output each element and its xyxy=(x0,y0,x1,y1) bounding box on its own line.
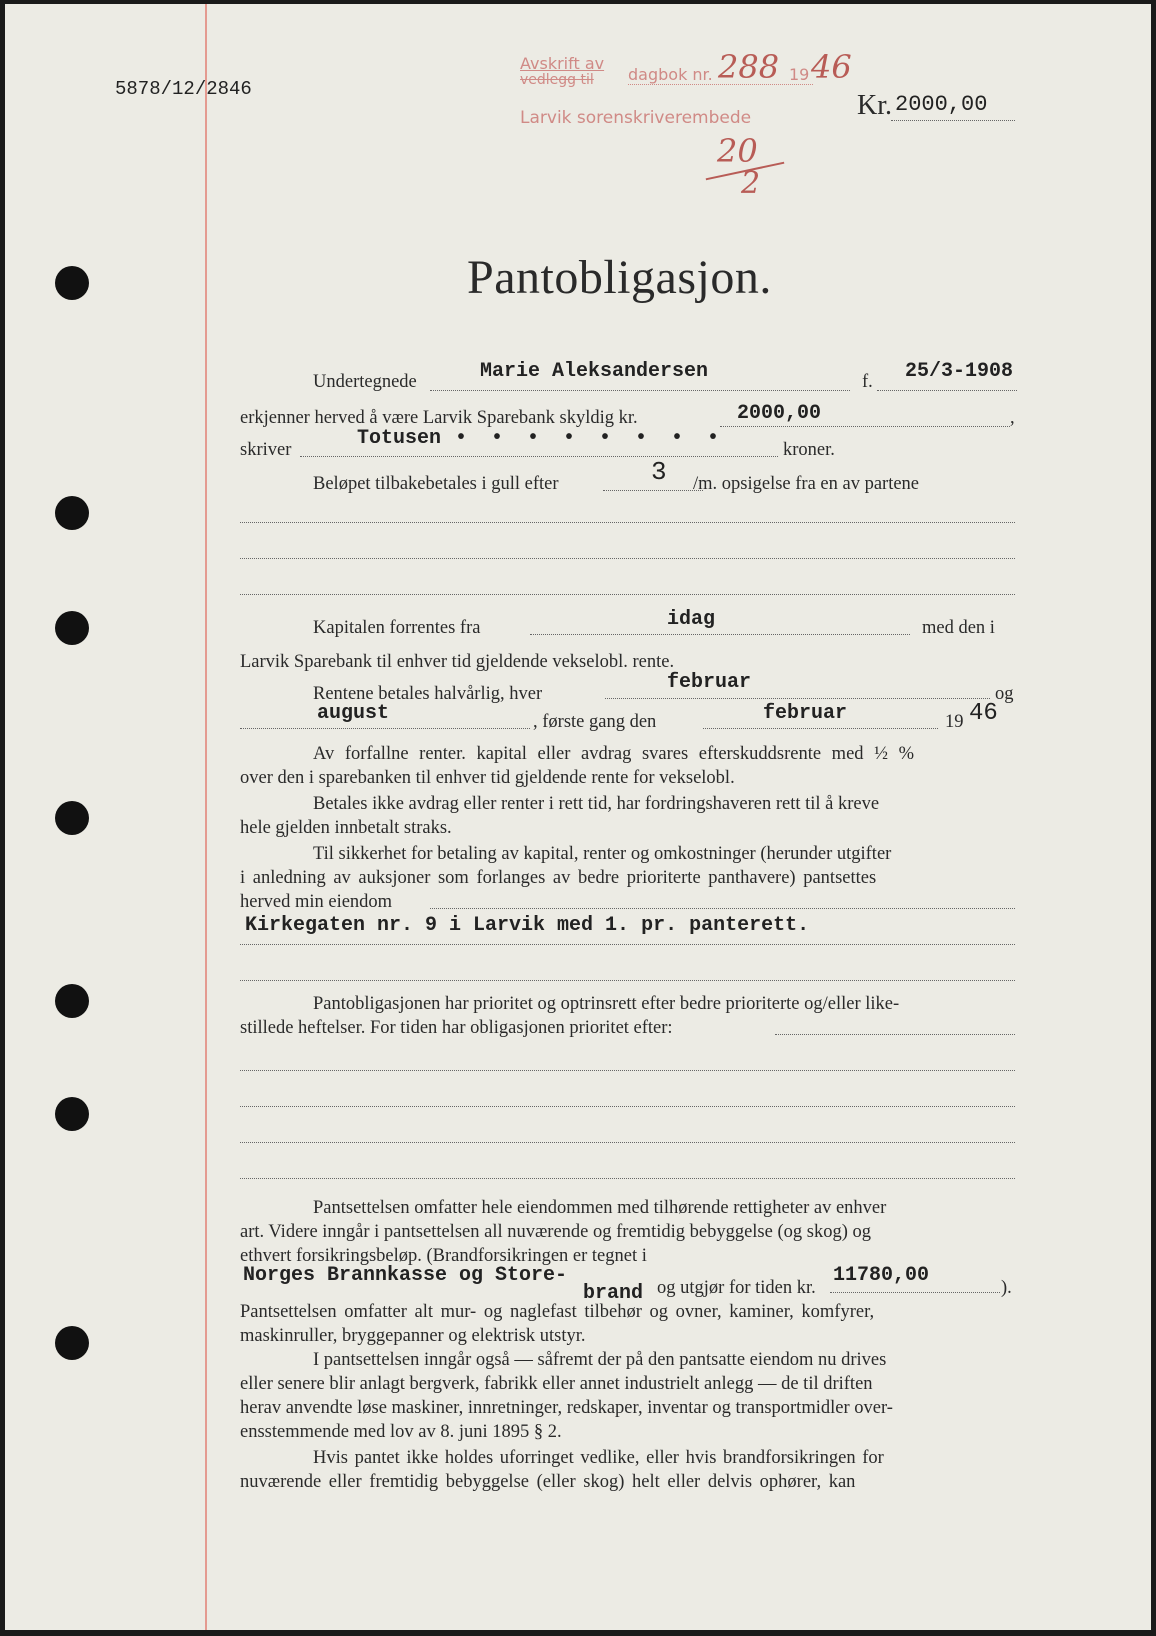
insurer-line-1: Norges Brannkasse og Store- xyxy=(243,1264,568,1287)
para-mur-1: Pantsettelsen omfatter alt mur- og naglefast tilbehør og ovner, kaminer, komfyrer, xyxy=(240,1302,875,1322)
debt-amount-digits: 2000,00 xyxy=(737,402,822,425)
para-til-2: i anledning av auksjoner som forlanges av bedre prioriterte panthavere) pantsettes xyxy=(240,868,877,888)
comma: , xyxy=(1010,408,1015,428)
para-mur-2: maskinruller, bryggepanner og elektrisk utstyr. xyxy=(240,1326,586,1346)
blank-line xyxy=(240,594,1015,595)
first-year-prefix: 19 xyxy=(945,712,964,732)
amount-header: 2000,00 xyxy=(895,92,988,117)
kapital-text-b: med den i xyxy=(922,618,995,638)
para-prio-1: Pantobligasjonen har prioritet og optrinsrett efter bedre prioriterte og/eller like- xyxy=(313,994,900,1014)
para-til-3: herved min eiendom xyxy=(240,892,393,912)
prio-line-1 xyxy=(775,1034,1015,1035)
month1-line xyxy=(605,698,990,699)
words-line xyxy=(300,456,778,457)
insurer-line-2: brand xyxy=(583,1282,644,1305)
prio-line-3 xyxy=(240,1106,1015,1107)
interest-month-2: august xyxy=(317,702,390,725)
para-betales-1: Betales ikke avdrag eller renter i rett tid, har fordringshaveren rett til å kreve xyxy=(313,794,880,814)
debt-amount-line xyxy=(720,426,1010,427)
belopet-text-b: /m. opsigelse fra en av partene xyxy=(693,474,920,494)
punch-hole xyxy=(55,1326,89,1360)
punch-hole xyxy=(55,1097,89,1131)
months-line xyxy=(603,490,703,491)
para-av-1: Av forfallne renter. kapital eller avdrag svares efterskuddsrente med ½ % xyxy=(313,744,915,764)
stamp-avskrift: Avskrift av xyxy=(520,54,605,73)
para-pant-3: ethvert forsikringsbeløp. (Brandforsikringen er tegnet i xyxy=(240,1246,647,1266)
insurance-amount-line xyxy=(830,1292,1000,1293)
close-paren: ). xyxy=(1001,1278,1012,1298)
debt-amount-words: Totusen xyxy=(357,427,442,450)
para-inngaar-1: I pantsettelsen inngår også — såfremt der på den pantsatte eiendom nu drives xyxy=(313,1350,887,1370)
kapital-text: Kapitalen forrentes fra xyxy=(313,618,481,638)
para-pant-1: Pantsettelsen omfatter hele eiendommen med tilhørende rettigheter av enhver xyxy=(313,1198,887,1218)
stamp-dagbok-number: 288 xyxy=(718,48,780,86)
born-line xyxy=(877,390,1017,391)
belopet-text: Beløpet tilbakebetales i gull efter xyxy=(313,474,559,494)
blank-line xyxy=(240,522,1015,523)
amount-prefix: Kr. xyxy=(857,90,892,121)
debt-amount-words-dots: • • • • • • • • xyxy=(455,427,726,450)
kroner-label: kroner. xyxy=(783,440,835,460)
stamp-dagbok-label: dagbok nr. xyxy=(628,65,713,84)
punch-hole xyxy=(55,266,89,300)
kapital-text-c: Larvik Sparebank til enhver tid gjeldende vekselobl. rente. xyxy=(240,652,675,672)
punch-hole xyxy=(55,984,89,1018)
month2-line xyxy=(240,728,530,729)
first-payment-month: februar xyxy=(763,702,848,725)
para-hvis-2: nuværende eller fremtidig bebyggelse (eller skog) helt eller delvis ophører, kan xyxy=(240,1472,856,1492)
property-line-2 xyxy=(240,944,1015,945)
property-description: Kirkegaten nr. 9 i Larvik med 1. pr. panterett. xyxy=(245,914,810,937)
punch-hole xyxy=(55,801,89,835)
first-month-line xyxy=(703,728,938,729)
debtor-name: Marie Aleksandersen xyxy=(480,360,709,383)
first-payment-year: 46 xyxy=(969,700,998,727)
para-inngaar-3: herav anvendte løse maskiner, innretninger, redskaper, inventar og transportmidler over- xyxy=(240,1398,893,1418)
para-pant-2: art. Videre inngår i pantsettelsen all nuværende og fremtidig bebyggelse (og skog) og xyxy=(240,1222,871,1242)
name-line xyxy=(430,390,850,391)
handwritten-date-top: 20 xyxy=(717,132,758,170)
para-av-2: over den i sparebanken til enhver tid gjeldende rente for vekselobl. xyxy=(240,768,735,788)
amount-line xyxy=(891,120,1015,121)
prio-line-5 xyxy=(240,1178,1015,1179)
para-inngaar-4: ensstemmende med lov av 8. juni 1895 § 2. xyxy=(240,1422,562,1442)
og-text: og xyxy=(995,684,1014,704)
born-label: f. xyxy=(862,372,873,392)
stamp-vedlegg: vedlegg til xyxy=(520,72,594,88)
stamp-office: Larvik sorenskriverembede xyxy=(520,108,752,128)
skriver-label: skriver xyxy=(240,440,292,460)
margin-rule xyxy=(205,4,207,1630)
para-til-1: Til sikkerhet for betaling av kapital, renter og omkostninger (herunder utgifter xyxy=(313,844,892,864)
blank-line xyxy=(240,558,1015,559)
para-prio-2: stillede heftelser. For tiden har obligasjonen prioritet efter: xyxy=(240,1018,673,1038)
erkjenner-text: erkjenner herved å være Larvik Sparebank skyldig kr. xyxy=(240,408,638,428)
prio-line-4 xyxy=(240,1142,1015,1143)
document-page xyxy=(5,4,1151,1630)
punch-hole xyxy=(55,611,89,645)
para-inngaar-2: eller senere blir anlagt bergverk, fabrikk eller annet industrielt anlegg — de til driften xyxy=(240,1374,873,1394)
stamp-underline xyxy=(628,84,813,85)
born-date: 25/3-1908 xyxy=(905,360,1014,383)
notice-months: 3 xyxy=(651,457,667,487)
utgjor-text: og utgjør for tiden kr. xyxy=(657,1278,816,1298)
interest-month-1: februar xyxy=(667,671,752,694)
handwritten-date-bottom: 2 xyxy=(741,166,761,201)
stamp-year: 46 xyxy=(811,48,852,86)
interest-from: idag xyxy=(667,608,716,631)
punch-hole xyxy=(55,496,89,530)
undertegnede-label: Undertegnede xyxy=(313,372,417,392)
forste-gang-text: , første gang den xyxy=(533,712,657,732)
para-betales-2: hele gjelden innbetalt straks. xyxy=(240,818,452,838)
interest-from-line xyxy=(530,634,910,635)
para-hvis-1: Hvis pantet ikke holdes uforringet vedlike, eller hvis brandforsikringen for xyxy=(313,1448,884,1468)
stamp-year-prefix: 19 xyxy=(789,65,810,84)
rentene-text: Rentene betales halvårlig, hver xyxy=(313,684,543,704)
insurance-amount: 11780,00 xyxy=(833,1264,930,1287)
property-line-1 xyxy=(430,908,1015,909)
property-line-3 xyxy=(240,980,1015,981)
document-title: Pantobligasjon. xyxy=(467,251,772,304)
prio-line-2 xyxy=(240,1070,1015,1071)
archive-reference: 5878/12/2846 xyxy=(115,78,252,100)
